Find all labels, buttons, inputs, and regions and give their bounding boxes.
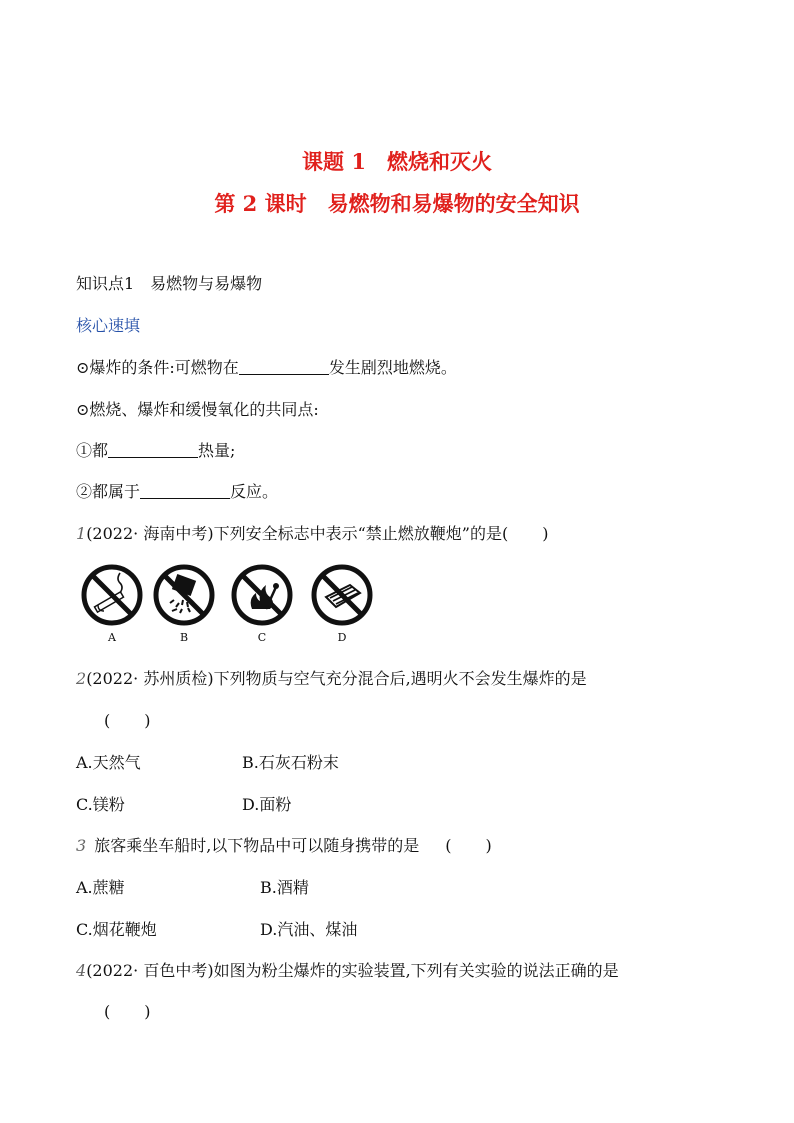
question-3: 3 旅客乘坐车船时,以下物品中可以随身携带的是 ( )	[76, 836, 492, 855]
lesson-title: 课题 1 燃烧和灭火	[302, 149, 492, 174]
fill-item-1: ①都 热量;	[76, 441, 236, 460]
question-4: 4(2022· 百色中考)如图为粉尘爆炸的实验装置,下列有关实验的说法正确的是	[76, 961, 619, 980]
sign-label-c: C	[257, 631, 267, 644]
option-b: B.石灰石粉末	[242, 753, 339, 772]
core-fill-heading: 核心速填	[76, 316, 141, 335]
option-c: C.镁粉	[76, 795, 125, 814]
option-d: D.面粉	[242, 795, 292, 814]
option-b: B.酒精	[260, 878, 309, 897]
question-1: 1(2022· 海南中考)下列安全标志中表示“禁止燃放鞭炮”的是( )	[76, 524, 549, 543]
question-2: 2(2022· 苏州质检)下列物质与空气充分混合后,遇明火不会发生爆炸的是	[76, 669, 587, 688]
fill-item-explosion: ⊙爆炸的条件:可燃物在 发生剧烈地燃烧。	[76, 358, 457, 377]
section-heading: 知识点1 易燃物与易爆物	[76, 274, 263, 293]
fill-blank[interactable]	[239, 358, 329, 375]
sign-a	[80, 563, 144, 627]
sign-label-b: B	[179, 631, 189, 644]
fill-blank[interactable]	[108, 441, 198, 458]
no-matches-icon	[310, 563, 374, 627]
option-d: D.汽油、煤油	[260, 920, 358, 939]
sign-b	[152, 563, 216, 627]
no-fireworks-icon	[152, 563, 216, 627]
sign-label-a: A	[108, 631, 116, 644]
question-4-paren: ( )	[104, 1002, 151, 1021]
question-2-paren: ( )	[104, 711, 151, 730]
fill-common-heading: ⊙燃烧、爆炸和缓慢氧化的共同点:	[76, 400, 319, 419]
sign-d	[310, 563, 374, 627]
fill-item-2: ②都属于 反应。	[76, 482, 279, 501]
option-a: A.天然气	[76, 753, 141, 772]
no-open-flame-icon	[230, 563, 294, 627]
sign-c	[230, 563, 294, 627]
option-a: A.蔗糖	[76, 878, 125, 897]
no-smoking-icon	[80, 563, 144, 627]
sign-label-d: D	[337, 631, 347, 644]
option-c: C.烟花鞭炮	[76, 920, 157, 939]
fill-blank[interactable]	[140, 482, 230, 499]
lesson-subtitle: 第 2 课时 易燃物和易爆物的安全知识	[214, 191, 580, 216]
